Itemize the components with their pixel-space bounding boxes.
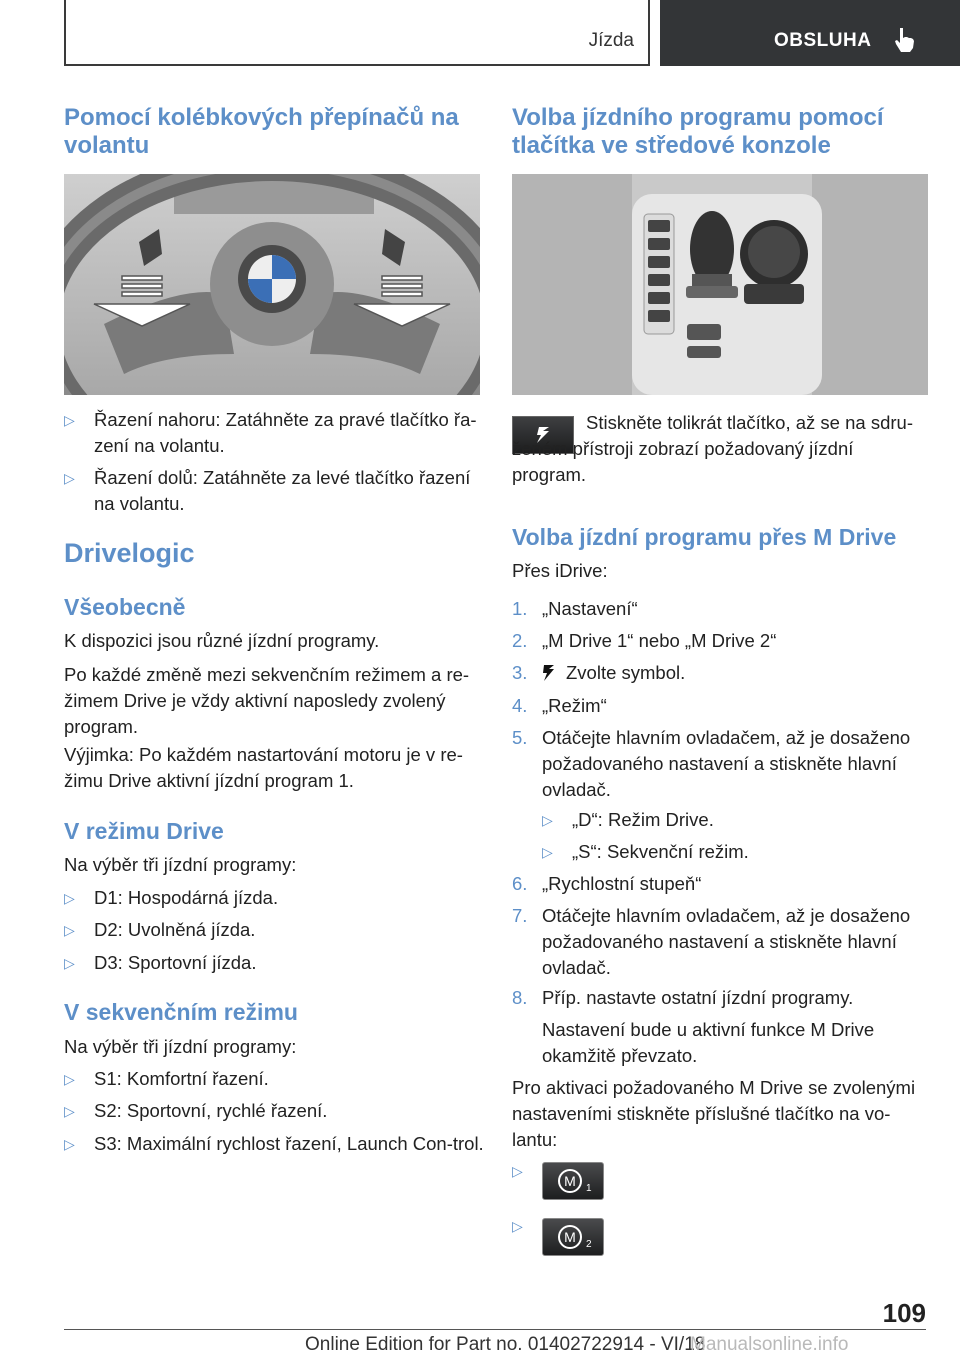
svg-text:M: M xyxy=(564,1173,576,1189)
paragraph: Pro aktivaci požadovaného M Drive se zvolenými nastaveními stiskněte příslušné tlačítko na vo-lantu: xyxy=(512,1077,916,1150)
heading-console: Volba jízdního programu pomocí tlačítka ve středové konzole xyxy=(512,104,884,159)
list-item: 3. Zvolte symbol. xyxy=(512,662,686,683)
center-console-image xyxy=(512,174,928,395)
step-note: Nastavení bude u aktivní funkce M Drive okamžitě převzato. xyxy=(542,1019,875,1066)
tab-label: OBSLUHA xyxy=(774,30,872,51)
footer-divider xyxy=(64,1329,926,1330)
heading-paddles: Pomocí kolébkových přepínačů na volantu xyxy=(64,104,459,159)
list-item: ▷ S2: Sportovní, rychlé řazení. xyxy=(64,1098,484,1124)
triangle-bullet-icon: ▷ xyxy=(542,812,553,828)
paragraph: Výjimka: Po každém nastartování motoru je v re-žimu Drive aktivní jízdní program 1. xyxy=(64,744,463,791)
page-number: 109 xyxy=(882,1298,926,1328)
watermark: Manualsonline.info xyxy=(690,1334,849,1355)
svg-text:1: 1 xyxy=(586,1183,592,1194)
paragraph: Přes iDrive: xyxy=(512,560,608,581)
triangle-bullet-icon: ▷ xyxy=(64,1071,75,1087)
list-item: ▷ S3: Maximální rychlost řazení, Launch Con-trol. xyxy=(64,1131,484,1183)
triangle-bullet-icon: ▷ xyxy=(64,922,75,938)
heading-drive-mode: V režimu Drive xyxy=(64,818,224,844)
list-item: ▷ D1: Hospodárná jízda. xyxy=(64,885,484,911)
list-item: ▷ D2: Uvolněná jízda. xyxy=(64,917,484,943)
steering-wheel-image xyxy=(64,174,480,395)
heading-general: Všeobecně xyxy=(64,594,186,620)
list-item: ▷ Řazení dolů: Zatáhněte za levé tlačítko řazení na volantu. xyxy=(64,467,471,514)
heading-sequential-mode: V sekvenčním režimu xyxy=(64,999,298,1025)
list-item: 1. „Nastavení“ xyxy=(512,598,638,619)
svg-text:2: 2 xyxy=(586,1239,592,1250)
hand-pointer-icon xyxy=(892,26,918,54)
list-item: 4. „Režim“ xyxy=(512,695,607,716)
paragraph: Po každé změně mezi sekvenčním režimem a re-žimem Drive je vždy aktivní naposledy zvolený program. xyxy=(64,664,470,737)
triangle-bullet-icon: ▷ xyxy=(512,1218,523,1234)
paragraph: Stiskněte tolikrát tlačítko, až se na sdru-ženém přístroji zobrazí požadovaný jízdní program. xyxy=(512,412,913,485)
m1-button-icon xyxy=(542,1162,604,1200)
list-item: ▷ D3: Sportovní jízda. xyxy=(64,950,484,976)
paragraph: Na výběr tři jízdní programy: xyxy=(64,1036,297,1057)
triangle-bullet-icon: ▷ xyxy=(542,844,553,860)
list-item: ▷ „S“: Sekvenční režim. xyxy=(542,839,928,865)
triangle-bullet-icon: ▷ xyxy=(64,470,75,486)
list-item: ▷ S1: Komfortní řazení. xyxy=(64,1066,484,1092)
heading-mdrive: Volba jízdní programu přes M Drive xyxy=(512,524,897,550)
paragraph: K dispozici jsou různé jízdní programy. xyxy=(64,630,380,651)
triangle-bullet-icon: ▷ xyxy=(64,1136,75,1152)
triangle-bullet-icon: ▷ xyxy=(64,1103,75,1119)
svg-text:M: M xyxy=(564,1229,576,1245)
mdrive-symbol-icon xyxy=(542,664,556,682)
m2-button-icon xyxy=(542,1218,604,1256)
list-item: ▷ Řazení nahoru: Zatáhněte za pravé tlačítko řa-zení na volantu. xyxy=(64,409,477,456)
section-title: Jízda xyxy=(588,30,634,51)
triangle-bullet-icon: ▷ xyxy=(64,412,75,428)
header-section-box xyxy=(64,0,650,66)
triangle-bullet-icon: ▷ xyxy=(64,955,75,971)
edition-text: Online Edition for Part no. 01402722914 - VI/18 xyxy=(305,1334,706,1355)
list-item: 8. Příp. nastavte ostatní jízdní programy. xyxy=(512,987,854,1008)
list-item: 5. Otáčejte hlavním ovladačem, až je dosaženo požadovaného nastavení a stiskněte hlavní ovladač. xyxy=(512,727,911,800)
list-item: 6. „Rychlostní stupeň“ xyxy=(512,873,702,894)
triangle-bullet-icon: ▷ xyxy=(64,890,75,906)
list-item: ▷ „D“: Režim Drive. xyxy=(542,807,928,833)
heading-drivelogic: Drivelogic xyxy=(64,538,195,568)
paragraph: Na výběr tři jízdní programy: xyxy=(64,854,297,875)
list-item: 2. „M Drive 1“ nebo „M Drive 2“ xyxy=(512,630,777,651)
header-tab[interactable] xyxy=(660,0,960,66)
list-item: 7. Otáčejte hlavním ovladačem, až je dosaženo požadovaného nastavení a stiskněte hlavní ovladač. xyxy=(512,905,911,978)
triangle-bullet-icon: ▷ xyxy=(512,1163,523,1179)
